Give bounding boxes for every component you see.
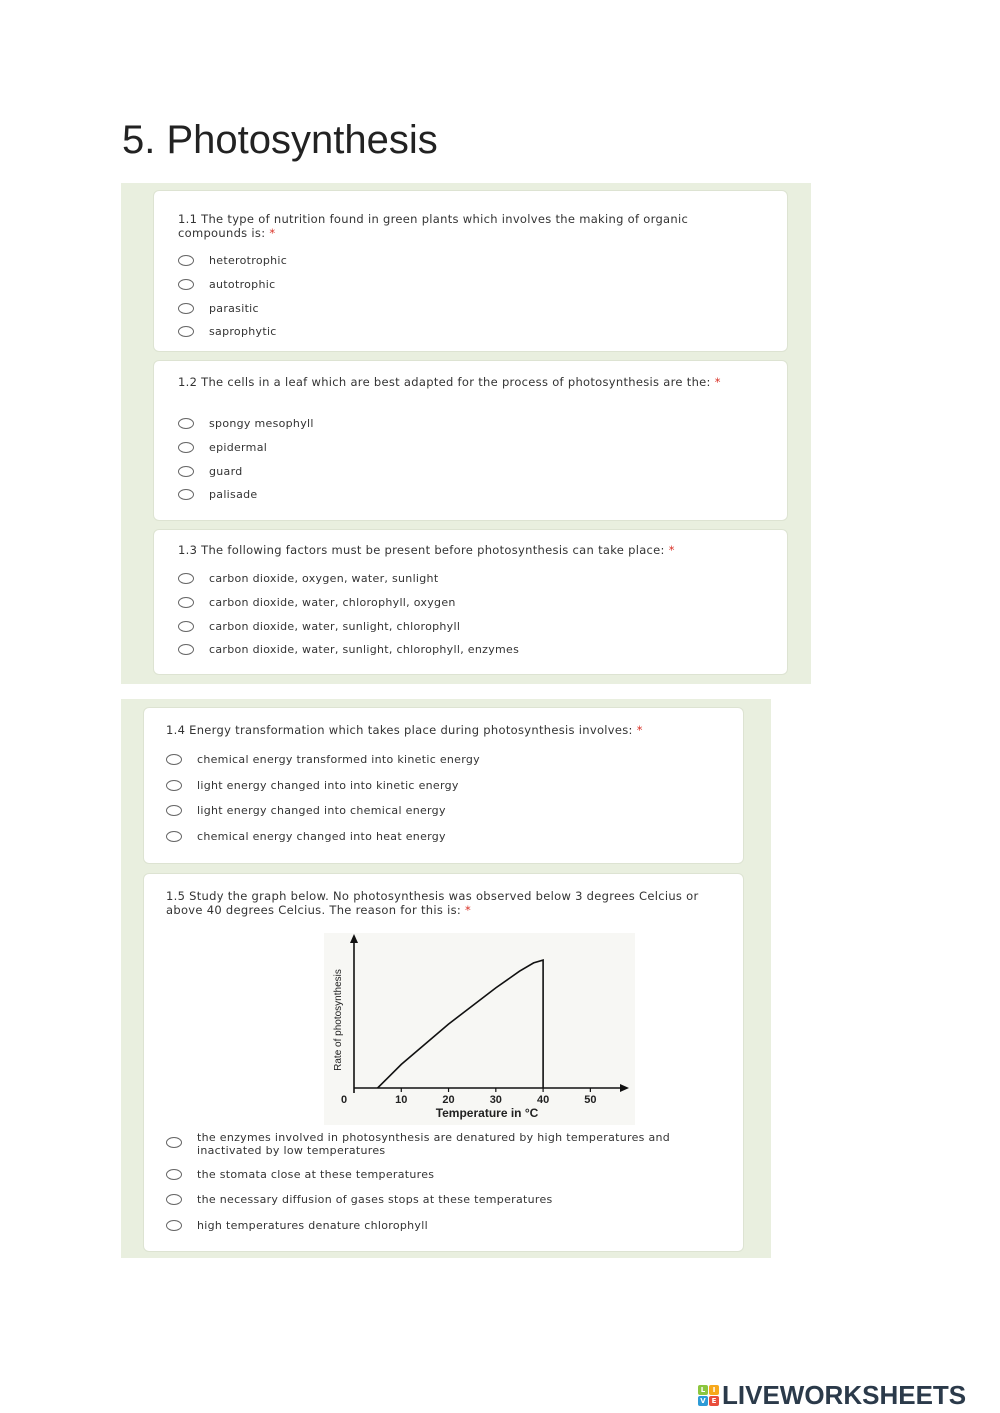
option[interactable]: high temperatures denature chlorophyll [166,1219,428,1232]
radio-button[interactable] [178,621,194,632]
option[interactable]: autotrophic [178,278,275,291]
option[interactable]: the stomata close at these temperatures [166,1168,434,1181]
brand-text: LIVEWORKSHEETS [722,1380,967,1410]
x-tick-label: 10 [395,1094,408,1106]
option[interactable]: spongy mesophyll [178,417,314,430]
option[interactable]: the necessary diffusion of gases stops at these temperatures [166,1193,553,1206]
x-tick-label: 20 [442,1094,455,1106]
option[interactable]: the enzymes involved in photosynthesis are denatured by high temperatures and inactivated by low temperatures [166,1131,726,1157]
option[interactable]: carbon dioxide, water, sunlight, chlorophyll, enzymes [178,643,519,656]
radio-button[interactable] [166,780,182,791]
radio-button[interactable] [178,418,194,429]
radio-button[interactable] [178,255,194,266]
chart-svg [324,933,635,1125]
x-tick-label: 40 [536,1094,550,1106]
option[interactable]: heterotrophic [178,254,287,267]
y-axis-arrow [350,934,358,943]
option[interactable]: carbon dioxide, oxygen, water, sunlight [178,572,438,585]
question-card-1-3 [153,529,788,675]
liveworksheets-logo-icon [698,1385,720,1407]
logo-tile: L [698,1385,708,1395]
option[interactable]: carbon dioxide, water, sunlight, chlorophyll [178,620,460,633]
x-tick-label: 0 [340,1094,348,1106]
question-text: 1.5 Study the graph below. No photosynthesis was observed below 3 degrees Celcius or above 40 degrees Celcius. The reason for this is: * [166,889,699,917]
logo-tile: I [709,1385,719,1395]
radio-button[interactable] [178,644,194,655]
x-axis-label: Temperature in °C [435,1106,539,1120]
radio-button[interactable] [166,1220,182,1231]
option[interactable]: chemical energy changed into heat energy [166,830,446,843]
radio-button[interactable] [178,466,194,477]
option[interactable]: light energy changed into into kinetic energy [166,779,459,792]
radio-button[interactable] [178,279,194,290]
question-card-1-1 [153,190,788,352]
radio-button[interactable] [166,831,182,842]
question-text: 1.3 The following factors must be present before photosynthesis can take place: * [178,543,675,557]
radio-button[interactable] [178,597,194,608]
question-card-1-4 [143,707,744,864]
question-text: 1.4 Energy transformation which takes place during photosynthesis involves: * [166,723,643,737]
series-line [378,960,543,1088]
y-axis-label: Rate of photosynthesis [333,969,344,1071]
screenshot-panel-2 [121,699,771,1258]
question-text: 1.1 The type of nutrition found in green plants which involves the making of organic compounds is: * [178,212,689,240]
option[interactable]: parasitic [178,302,259,315]
question-card-1-2 [153,360,788,521]
question-text: 1.2 The cells in a leaf which are best adapted for the process of photosynthesis are the: * [178,375,721,389]
logo-tile: E [709,1396,719,1406]
page-title: 5. Photosynthesis [122,118,438,162]
radio-button[interactable] [166,1194,182,1205]
option[interactable]: palisade [178,488,257,501]
x-tick-label: 50 [584,1094,597,1106]
x-tick-label: 30 [489,1094,502,1106]
temperature-graph [324,933,635,1125]
screenshot-panel-1 [121,183,811,684]
question-card-1-5 [143,873,744,1252]
option[interactable]: chemical energy transformed into kinetic energy [166,753,480,766]
liveworksheets-brand [698,1380,966,1411]
radio-button[interactable] [166,754,182,765]
radio-button[interactable] [166,805,182,816]
radio-button[interactable] [178,489,194,500]
option[interactable]: epidermal [178,441,267,454]
option[interactable]: saprophytic [178,325,277,338]
option[interactable]: light energy changed into chemical energy [166,804,446,817]
radio-button[interactable] [178,573,194,584]
radio-button[interactable] [178,326,194,337]
logo-tile: V [698,1396,708,1406]
option[interactable]: guard [178,465,243,478]
option[interactable]: carbon dioxide, water, chlorophyll, oxygen [178,596,456,609]
radio-button[interactable] [178,303,194,314]
radio-button[interactable] [178,442,194,453]
x-axis-arrow [620,1084,629,1092]
radio-button[interactable] [166,1169,182,1180]
radio-button[interactable] [166,1137,182,1148]
